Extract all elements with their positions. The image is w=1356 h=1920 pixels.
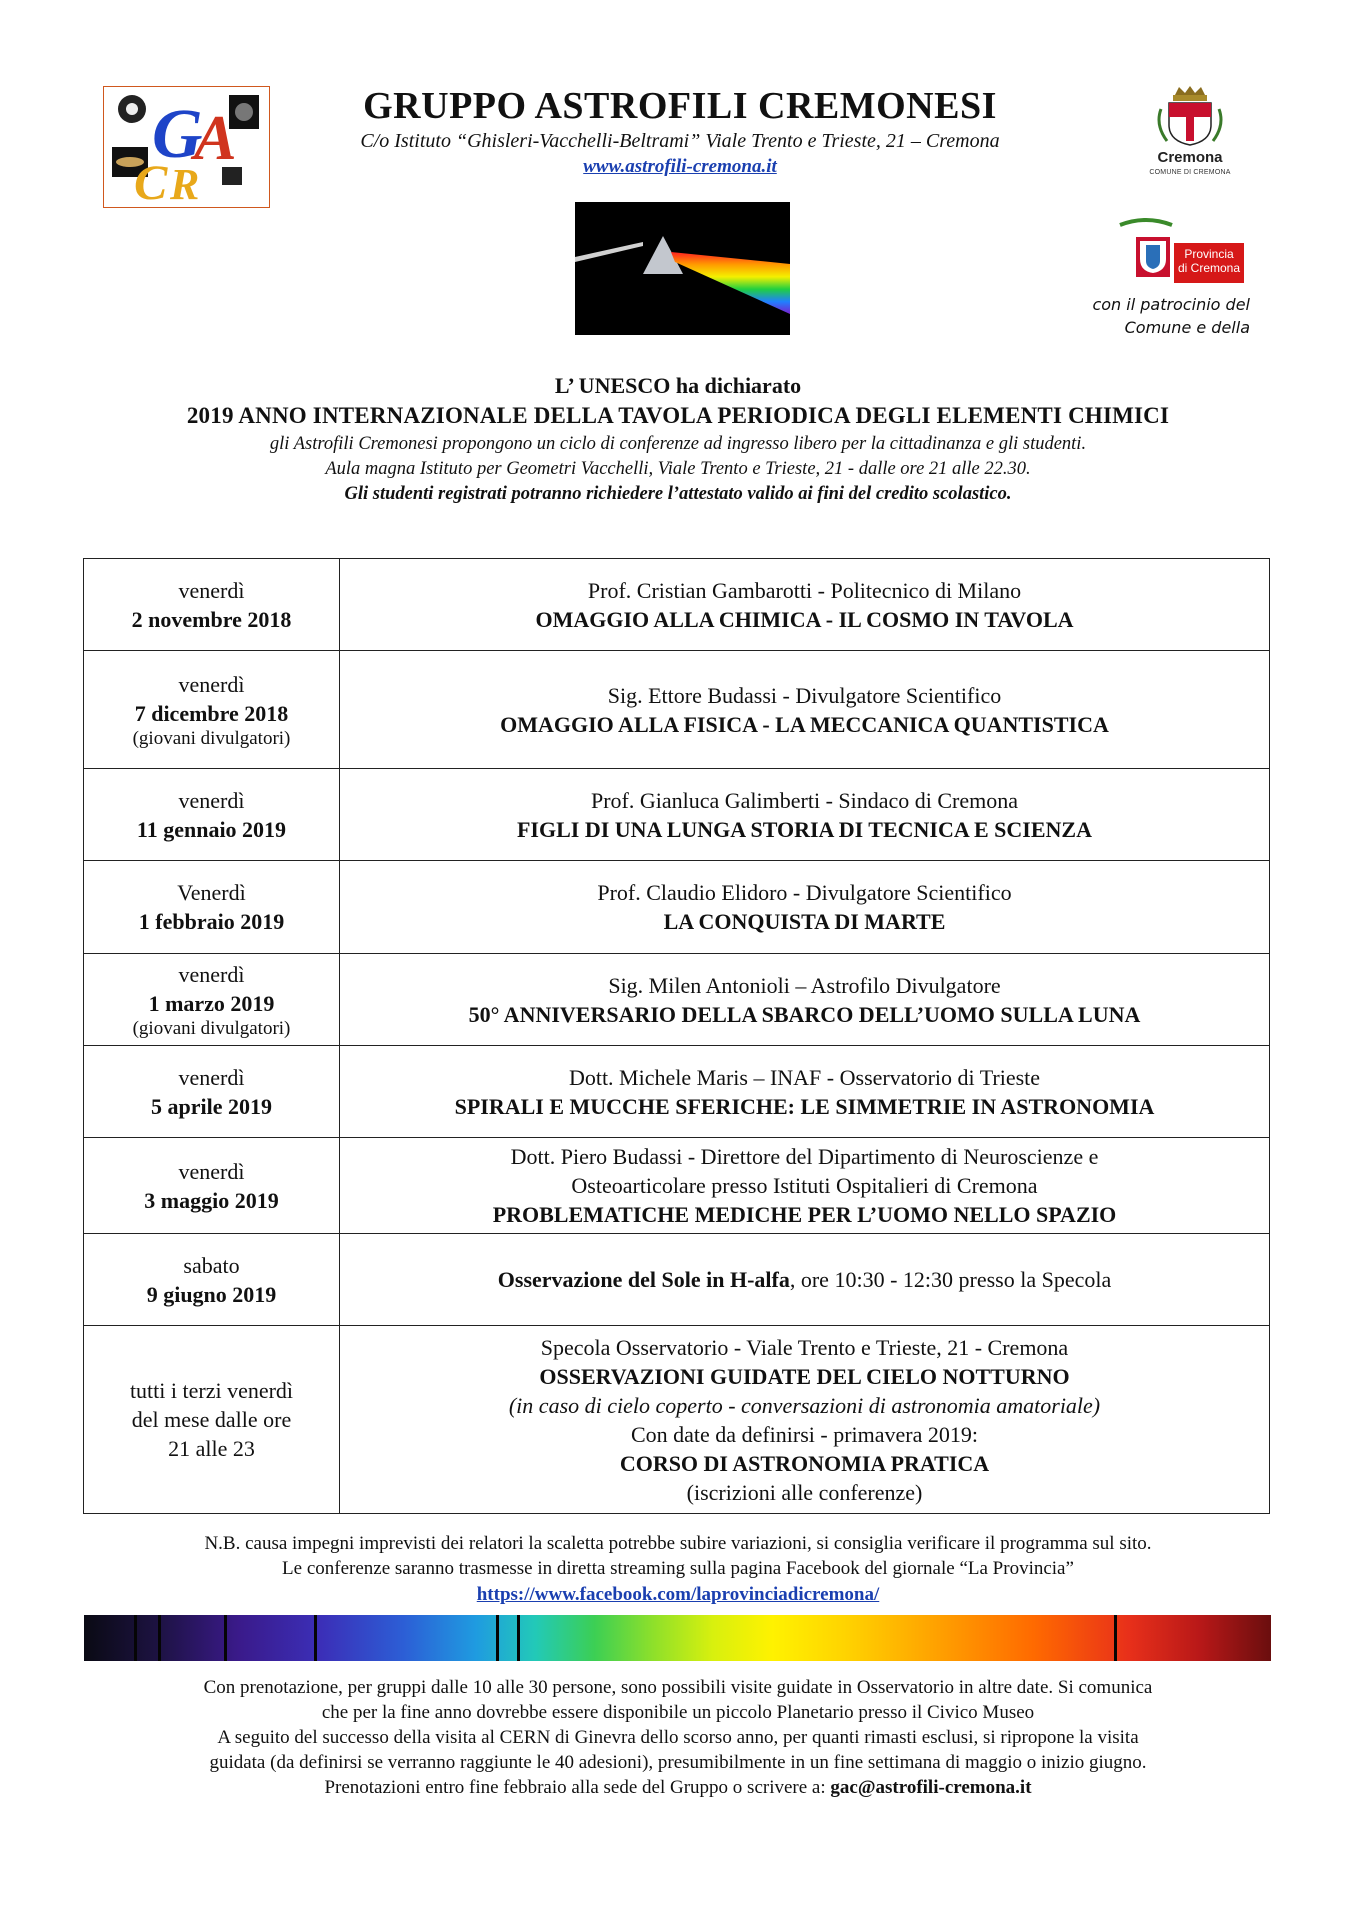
booking-text: Prenotazioni entro fine febbraio alla sede del Gruppo o scrivere a:: [324, 1777, 831, 1798]
event-note: (in caso di cielo coperto - conversazioni di astronomia amatoriale): [508, 1392, 1101, 1418]
event-day-line-1: tutti i terzi venerdì: [129, 1378, 294, 1403]
provincia-cremona-logo: [1116, 215, 1246, 290]
event-speaker: Prof. Gianluca Galimberti - Sindaco di Cremona: [590, 787, 1019, 813]
patronage-line-1: con il patrocinio del: [1092, 295, 1250, 314]
patronage-note: [1010, 293, 1250, 339]
event-description: [340, 769, 1270, 861]
event-title: OMAGGIO ALLA CHIMICA - IL COSMO IN TAVOLA: [535, 606, 1074, 632]
spectrum-bar: [84, 1615, 1271, 1661]
event-speaker: Sig. Ettore Budassi - Divulgatore Scientifico: [607, 682, 1002, 708]
table-row: [84, 769, 1270, 861]
organization-title: GRUPPO ASTROFILI CREMONESI: [363, 85, 997, 127]
event-description: [340, 861, 1270, 954]
prism-image: [575, 202, 790, 335]
event-date: [84, 651, 340, 769]
event-date: [84, 769, 340, 861]
event-description: [340, 954, 1270, 1046]
event-day: venerdì: [178, 671, 245, 697]
info-paragraph-line-3: A seguito del successo della visita al CERN di Ginevra dello scorso anno, per quanti rimasti esclusi, si ripropone la visita: [217, 1727, 1139, 1748]
event-date-value: 9 giugno 2019: [146, 1281, 277, 1307]
event-date: [84, 954, 340, 1046]
event-speaker: Prof. Claudio Elidoro - Divulgatore Scientifico: [597, 880, 1012, 905]
event-date: [84, 1234, 340, 1326]
event-day-line-3: 21 alle 23: [168, 1436, 255, 1461]
event-dates: Con date da definirsi - primavera 2019:: [630, 1421, 978, 1447]
course-enroll: (iscrizioni alle conferenze): [686, 1479, 923, 1505]
organization-address: C/o Istituto “Ghisleri-Vacchelli-Beltrami” Viale Trento e Trieste, 21 – Cremona: [360, 130, 1000, 152]
table-row: [84, 651, 1270, 769]
event-note: (giovani divulgatori): [132, 727, 291, 749]
intro-line-1: gli Astrofili Cremonesi propongono un ciclo di conferenze ad ingresso libero per la cittadinanza e gli studenti.: [269, 434, 1087, 454]
event-description: [340, 651, 1270, 769]
patronage-line-2: Comune e della: [1124, 318, 1250, 337]
event-date: [84, 861, 340, 954]
cremona-logo-sub: COMUNE DI CREMONA: [1149, 169, 1231, 176]
svg-text:C: C: [134, 154, 168, 207]
event-day: venerdì: [178, 1158, 245, 1184]
event-title: PROBLEMATICHE MEDICHE PER L’UOMO NELLO SPAZIO: [492, 1202, 1117, 1227]
event-date-value: 1 marzo 2019: [148, 990, 275, 1016]
info-paragraph-line-1: Con prenotazione, per gruppi dalle 10 alle 30 persone, sono possibili visite guidate in Osservatorio in altre date. Si comunica: [203, 1677, 1153, 1698]
event-description: [340, 1046, 1270, 1138]
event-date-value: 2 novembre 2018: [131, 606, 292, 632]
year-title: 2019 ANNO INTERNAZIONALE DELLA TAVOLA PERIODICA DEGLI ELEMENTI CHIMICI: [186, 403, 1170, 428]
table-row: [84, 954, 1270, 1046]
event-day: venerdì: [178, 577, 245, 603]
event-description: [340, 1138, 1270, 1234]
course-title: CORSO DI ASTRONOMIA PRATICA: [619, 1450, 990, 1476]
event-day: sabato: [183, 1252, 240, 1278]
table-row: [84, 559, 1270, 651]
event-date: [84, 1138, 340, 1234]
table-row: [84, 1326, 1270, 1514]
cremona-coat-of-arms: [1145, 85, 1235, 185]
info-paragraph-line-2: che per la fine anno dovrebbe essere disponibile un piccolo Planetario presso il Civico Museo: [321, 1702, 1035, 1723]
website-link[interactable]: www.astrofili-cremona.it: [583, 156, 777, 177]
event-day: Venerdì: [177, 880, 246, 905]
event-date-value: 5 aprile 2019: [151, 1093, 272, 1119]
event-speaker: Sig. Milen Antonioli – Astrofilo Divulgatore: [608, 972, 1001, 998]
event-title: 50° ANNIVERSARIO DELLA SBARCO DELL’UOMO SULLA LUNA: [468, 1001, 1141, 1027]
info-paragraph-line-5: [60, 1777, 1296, 1799]
event-speaker: Dott. Michele Maris – INAF - Osservatorio di Trieste: [568, 1064, 1041, 1090]
event-description: [340, 1326, 1270, 1514]
event-date: [84, 1046, 340, 1138]
event-day: venerdì: [178, 1064, 245, 1090]
svg-text:G: G: [152, 96, 203, 173]
event-title: Osservazione del Sole in H-alfa: [497, 1267, 790, 1292]
event-note: (giovani divulgatori): [132, 1017, 291, 1039]
event-date-value: 7 dicembre 2018: [134, 700, 289, 726]
event-details: , ore 10:30 - 12:30 presso la Specola: [789, 1267, 1112, 1292]
event-description: [340, 559, 1270, 651]
event-title: FIGLI DI UNA LUNGA STORIA DI TECNICA E SCIENZA: [516, 816, 1092, 842]
event-title: OSSERVAZIONI GUIDATE DEL CIELO NOTTURNO: [539, 1363, 1070, 1389]
intro-line-3: Gli studenti registrati potranno richiedere l’attestato valido ai fini del credito scolastico.: [344, 484, 1012, 504]
event-description: [340, 1234, 1270, 1326]
nb-note-2: Le conferenze saranno trasmesse in diretta streaming sulla pagina Facebook del giornale “La Provincia”: [282, 1558, 1074, 1579]
event-day: venerdì: [178, 961, 245, 987]
gac-logo: [103, 86, 270, 208]
cremona-logo-name: Cremona: [1157, 149, 1223, 166]
event-date-value: 1 febbraio 2019: [138, 909, 285, 934]
coat-of-arms-icon: [1145, 85, 1235, 147]
table-row: [84, 1234, 1270, 1326]
event-title: SPIRALI E MUCCHE SFERICHE: LE SIMMETRIE IN ASTRONOMIA: [454, 1093, 1155, 1119]
event-date-value: 3 maggio 2019: [144, 1187, 279, 1213]
event-day: venerdì: [178, 787, 245, 813]
contact-email[interactable]: gac@astrofili-cremona.it: [830, 1777, 1032, 1798]
schedule-table: [83, 558, 1270, 1514]
unesco-heading: L’ UNESCO ha dichiarato: [554, 373, 802, 398]
table-row: [84, 861, 1270, 954]
provincia-label-line1: Provincia: [1184, 247, 1234, 261]
nb-note-1: N.B. causa impegni imprevisti dei relatori la scaletta potrebbe subire variazioni, si consiglia verificare il programma sul sito.: [204, 1533, 1152, 1554]
svg-text:A: A: [194, 102, 237, 173]
svg-text:R: R: [170, 160, 200, 207]
event-speaker-line-2: Osteoarticolare presso Istituti Ospitalieri di Cremona: [571, 1173, 1038, 1198]
table-row: [84, 1138, 1270, 1234]
event-title: LA CONQUISTA DI MARTE: [663, 909, 946, 934]
event-date: [84, 559, 340, 651]
info-paragraph-line-4: guidata (da definirsi se verranno raggiunte le 40 adesioni), presumibilmente in un fine settimana di maggio o inizio giugno.: [209, 1752, 1147, 1773]
event-date: [84, 1326, 340, 1514]
table-row: [84, 1046, 1270, 1138]
event-title: OMAGGIO ALLA FISICA - LA MECCANICA QUANTISTICA: [500, 711, 1109, 737]
provincia-label-line2: di Cremona: [1177, 261, 1241, 275]
event-day-line-2: del mese dalle ore: [131, 1407, 292, 1432]
event-place: Specola Osservatorio - Viale Trento e Trieste, 21 - Cremona: [540, 1334, 1069, 1360]
facebook-link[interactable]: https://www.facebook.com/laprovinciadicremona/: [476, 1584, 880, 1605]
event-speaker: Prof. Cristian Gambarotti - Politecnico di Milano: [587, 577, 1022, 603]
event-date-value: 11 gennaio 2019: [136, 816, 287, 842]
intro-line-2: Aula magna Istituto per Geometri Vacchelli, Viale Trento e Trieste, 21 - dalle ore 21 alle 22.30.: [325, 459, 1031, 479]
provincia-label: [1174, 243, 1244, 283]
event-speaker: Dott. Piero Budassi - Direttore del Dipartimento di Neuroscienze e: [510, 1144, 1099, 1169]
